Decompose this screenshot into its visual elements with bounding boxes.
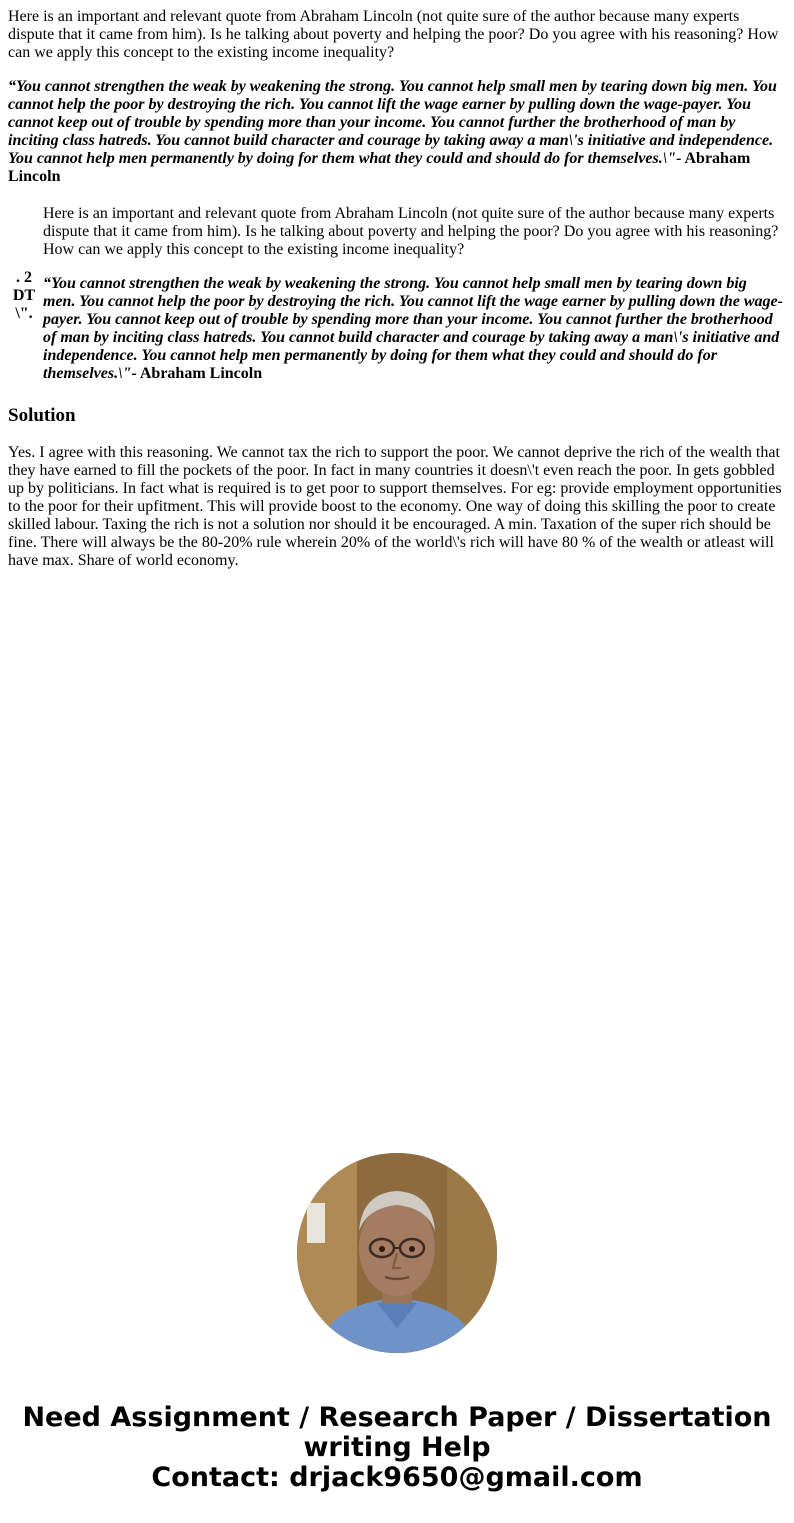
question-intro-repeat: Here is an important and relevant quote from Abraham Lincoln (not quite sure of the author because many experts dispute that it came from him). Is he talking about poverty and helping the poor? Do you agree with his reasoning? How can we apply this concept to the existing income inequality? (43, 205, 779, 258)
question-block (8, 8, 782, 186)
solution-text: Yes. I agree with this reasoning. We cannot tax the rich to support the poor. We cannot deprive the rich of the wealth that they have earned to fill the pockets of the poor. In fact in many countries it doesn\'t even reach the poor. In gets gobbled up by politicians. In fact what is required is to get poor to support themselves. For eg: provide employment opportunities to the poor for their upfitment. This will provide boost to the economy. One way of doing this skilling the poor to create skilled labour. Taxing the rich is not a solution nor should it be encouraged. A min. Taxation of the super rich should be fine. There will always be the 80-20% rule wherein 20% of the world\'s rich will have 80 % of the wealth or atleast will have max. Share of world economy. (8, 444, 782, 569)
author-portrait-image (297, 1153, 497, 1353)
question-repeat (43, 205, 783, 383)
author-avatar (297, 1153, 497, 1353)
question-table-row (8, 205, 782, 383)
quote-text-repeat: “You cannot strengthen the weak by weakening the strong. You cannot help small men by tearing down big men. You cannot help the poor by destroying the rich. You cannot lift the wage earner by pulling down the wage-payer. You cannot keep out of trouble by spending more than your income. You cannot further the brotherhood of man by inciting class hatreds. You cannot build character and courage by taking away a man\'s initiative and independence. You cannot help men permanently by doing for them what they could and should do for themselves.\" (43, 275, 783, 382)
side-label (8, 269, 40, 323)
footer-line: Need Assignment / Research Paper / Dissertation (22, 1402, 772, 1433)
lincoln-quote-repeat (43, 275, 783, 383)
side-label-line: DT (12, 287, 36, 304)
question-intro: Here is an important and relevant quote from Abraham Lincoln (not quite sure of the author because many experts dispute that it came from him). Is he talking about poverty and helping the poor? Do you agree with his reasoning? How can we apply this concept to the existing income inequality? (8, 8, 779, 61)
side-label-line: \". (15, 305, 33, 322)
promo-footer (0, 1403, 794, 1493)
contact-email: Contact: drjack9650@gmail.com (151, 1462, 643, 1493)
quote-attribution: - Abraham Lincoln (8, 150, 751, 185)
side-label-line: . 2 (16, 269, 32, 286)
footer-line: writing Help (303, 1432, 491, 1463)
quote-attribution-repeat: - Abraham Lincoln (131, 365, 263, 382)
quote-text: “You cannot strengthen the weak by weakening the strong. You cannot help small men by tearing down big men. You cannot help the poor by destroying the rich. You cannot lift the wage earner by pulling down the wage-payer. You cannot keep out of trouble by spending more than your income. You cannot further the brotherhood of man by inciting class hatreds. You cannot build character and courage by taking away a man\'s initiative and independence. You cannot help men permanently by doing for them what they could and should do for themselves.\" (8, 78, 777, 167)
lincoln-quote (8, 78, 782, 186)
solution-heading: Solution (8, 405, 76, 426)
